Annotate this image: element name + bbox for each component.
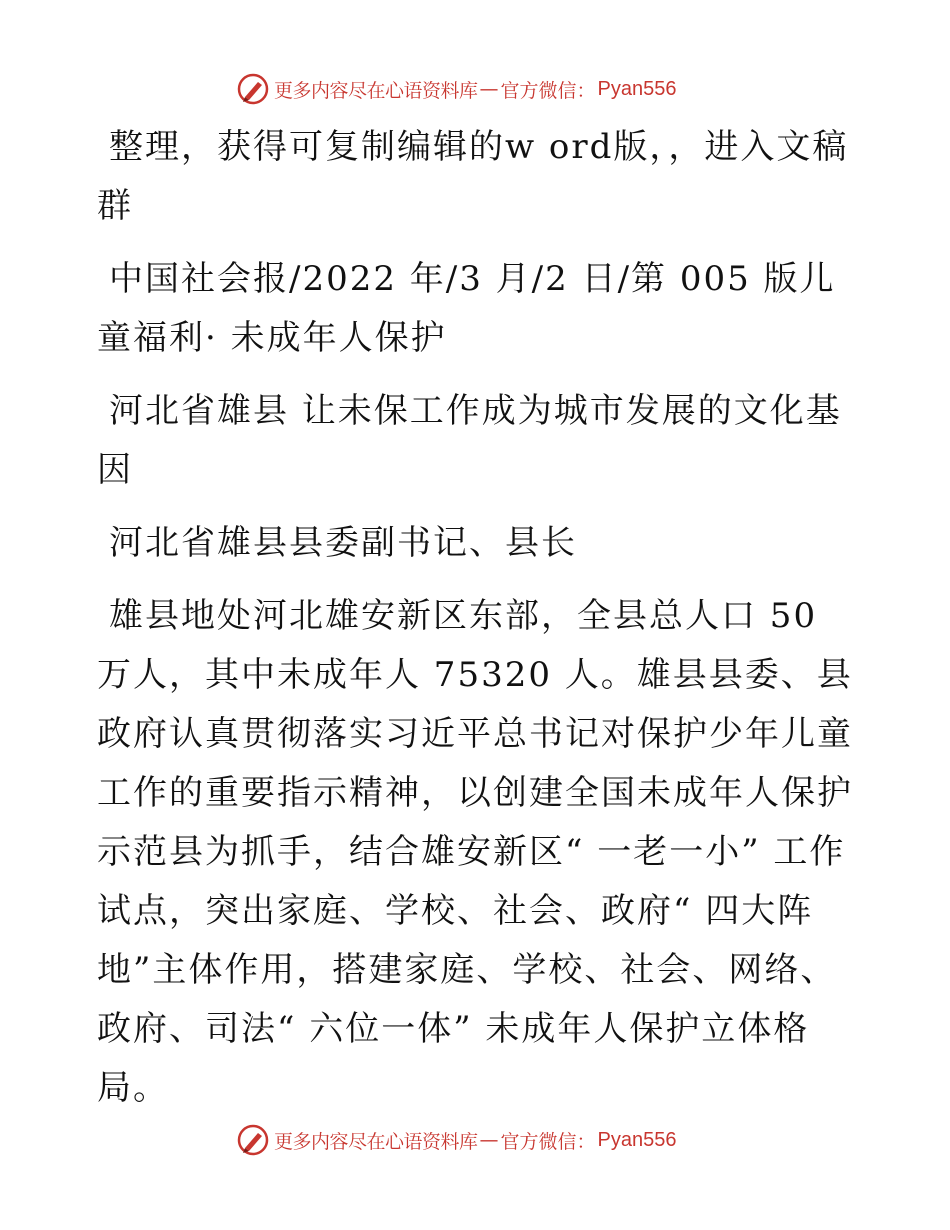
paragraph-author: 河北省雄县县委副书记、县长 bbox=[109, 523, 577, 563]
watermark-handle: Pyan556 bbox=[597, 1128, 677, 1151]
paragraph-body: 雄县地处河北雄安新区东部，全县总人口 50 万人，其中未成年人 75320 人。雄县县委、县政府认真贯彻落实习近平总书记对保护少年儿童工作的重要指示精神，以创建全国未成年人保护示范县为抓手，结合雄安新区“ 一老一小” 工作试点，突出家庭、学校、社会、政府“ 四大阵地”主体作用，搭建家庭、学校、社会、网络、政府、司法“ 六位一体” 未成年人保护立体格局。 bbox=[97, 596, 853, 1108]
paragraph-source: 中国社会报/2022 年/3 月/2 日/第 005 版儿童福利· 未成年人保护 bbox=[97, 259, 836, 358]
watermark-text: 更多内容尽在心语资料库 bbox=[274, 1130, 478, 1153]
watermark-dash: — bbox=[479, 78, 499, 100]
watermark-dash: — bbox=[479, 1129, 499, 1151]
footer-watermark bbox=[236, 1123, 677, 1157]
header-watermark bbox=[236, 72, 677, 106]
watermark-separator: ： bbox=[576, 79, 596, 102]
pen-logo-icon bbox=[236, 72, 270, 106]
paragraph-intro: 整理，获得可复制编辑的w ord版，，进入文稿群 bbox=[97, 127, 849, 226]
watermark-separator: ： bbox=[576, 1130, 596, 1153]
watermark-label: 官方微信 bbox=[500, 79, 577, 102]
watermark-handle: Pyan556 bbox=[597, 77, 677, 100]
pen-logo-icon bbox=[236, 1123, 270, 1157]
paragraph-title: 河北省雄县 让未保工作成为城市发展的文化基因 bbox=[97, 391, 842, 490]
watermark-label: 官方微信 bbox=[500, 1130, 577, 1153]
document-body bbox=[97, 118, 855, 1132]
watermark-text: 更多内容尽在心语资料库 bbox=[274, 79, 478, 102]
